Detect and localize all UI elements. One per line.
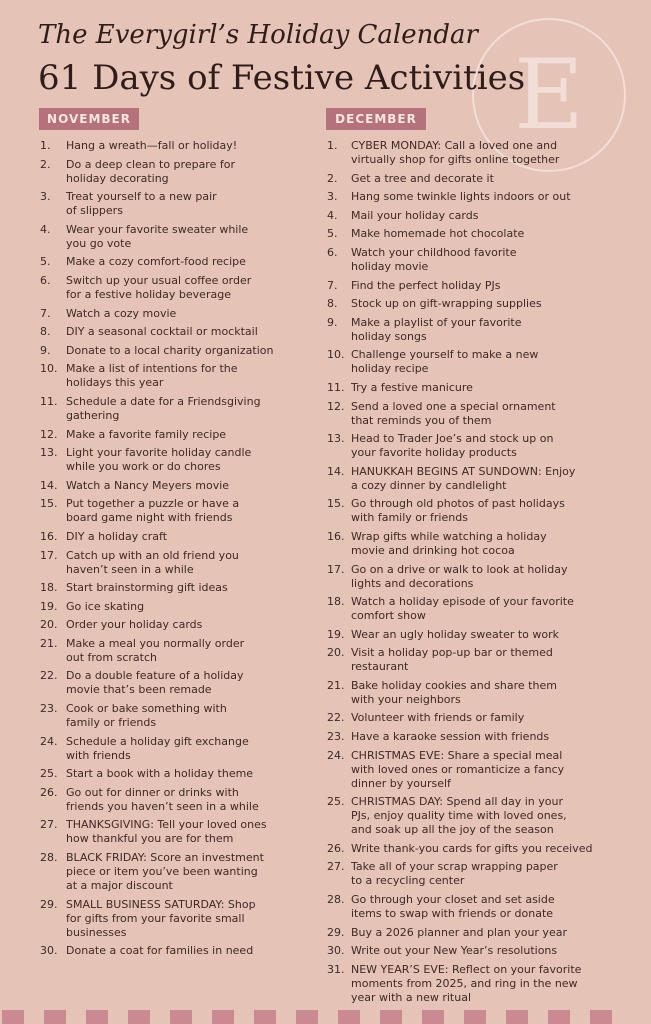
december-item [327,297,632,311]
item-text: Schedule a date for a Friendsgiving gathering [66,394,261,422]
november-item [40,767,310,781]
december-item [327,348,632,376]
december-item [327,795,632,837]
december-item [327,279,632,293]
november-item [40,274,310,302]
item-number: 3. [40,190,51,204]
item-text: Donate a coat for families in need [66,944,254,958]
november-item [40,190,310,218]
item-number: 22. [327,711,345,725]
footer-dash [464,1010,486,1024]
item-number: 7. [327,278,338,292]
item-text: Write out your New Year’s resolutions [351,944,558,958]
item-number: 3. [327,190,338,204]
item-text: SMALL BUSINESS SATURDAY: Shop for gifts from your favorite small businesses [66,897,256,939]
december-item [327,628,632,642]
item-text: Stock up on gift-wrapping supplies [351,297,542,311]
item-text: Start a book with a holiday theme [66,767,254,781]
item-number: 17. [327,562,345,576]
footer-dash [212,1010,234,1024]
item-text: Wrap gifts while watching a holiday movie and drinking hot cocoa [351,529,547,557]
item-text: Order your holiday cards [66,618,203,632]
november-item [40,530,310,544]
november-item [40,395,310,423]
item-text: Challenge yourself to make a new holiday recipe [351,348,539,376]
november-item [40,479,310,493]
item-number: 11. [40,394,58,408]
december-item [327,465,632,493]
item-text: Watch a holiday episode of your favorite comfort show [351,595,574,623]
item-text: HANUKKAH BEGINS AT SUNDOWN: Enjoy a cozy dinner by candlelight [351,464,576,492]
item-text: Make a favorite family recipe [66,427,227,441]
item-text: Wear an ugly holiday sweater to work [351,627,560,641]
item-text: Get a tree and decorate it [351,171,494,185]
item-text: Have a karaoke session with friends [351,730,550,744]
item-text: Go through old photos of past holidays with family or friends [351,497,565,525]
item-text: CHRISTMAS EVE: Share a special meal with loved ones or romanticize a fancy dinner by yourself [351,748,565,790]
item-text: BLACK FRIDAY: Score an investment piece or item you’ve been wanting at a major discount [66,851,264,893]
footer-dash [422,1010,444,1024]
item-text: Make homemade hot chocolate [351,227,525,241]
item-number: 14. [40,478,58,492]
item-number: 9. [40,343,51,357]
footer-dash [380,1010,402,1024]
item-text: THANKSGIVING: Tell your loved ones how thankful you are for them [66,818,267,846]
item-text: Go ice skating [66,599,145,613]
footer-dash [548,1010,570,1024]
november-item [40,600,310,614]
item-number: 21. [40,636,58,650]
december-item [327,190,632,204]
item-number: 8. [40,325,51,339]
december-item [327,563,632,591]
december-item [327,381,632,395]
item-text: Make a meal you normally order out from scratch [66,636,245,664]
november-item [40,549,310,577]
december-item [327,172,632,186]
item-number: 18. [40,581,58,595]
item-number: 10. [327,348,345,362]
item-number: 9. [327,315,338,329]
item-text: Take all of your scrap wrapping paper to a recycling center [351,860,558,888]
item-text: Visit a holiday pop-up bar or themed restaurant [351,646,553,674]
item-number: 19. [327,627,345,641]
november-item [40,898,310,940]
item-number: 13. [40,446,58,460]
item-number: 23. [40,702,58,716]
december-item [327,595,632,623]
item-number: 15. [40,497,58,511]
item-number: 2. [327,171,338,185]
item-text: Catch up with an old friend you haven’t seen in a while [66,548,239,576]
item-number: 10. [40,362,58,376]
december-item [327,432,632,460]
item-text: Wear your favorite sweater while you go vote [66,222,249,250]
november-item [40,139,310,153]
item-text: Watch your childhood favorite holiday movie [351,245,517,273]
december-item [327,963,632,1005]
december-list [327,139,632,1009]
item-text: CYBER MONDAY: Call a loved one and virtually shop for gifts online together [351,139,560,166]
item-number: 12. [40,427,58,441]
footer-dash [86,1010,108,1024]
november-item [40,446,310,474]
december-item [327,749,632,791]
item-text: Find the perfect holiday PJs [351,278,501,292]
item-text: Volunteer with friends or family [351,711,525,725]
item-text: Make a cozy comfort-food recipe [66,255,246,269]
item-number: 29. [40,897,58,911]
calendar-subtitle: 61 Days of Festive Activities [38,58,526,98]
item-text: Bake holiday cookies and share them with your neighbors [351,678,557,706]
december-item [327,679,632,707]
item-text: Watch a cozy movie [66,306,177,320]
item-number: 14. [327,464,345,478]
december-item [327,497,632,525]
november-item [40,223,310,251]
december-item [327,139,632,167]
item-text: Try a festive manicure [351,380,473,394]
item-text: Put together a puzzle or have a board game night with friends [66,497,240,525]
november-label: NOVEMBER [39,108,139,130]
item-text: Do a deep clean to prepare for holiday decorating [66,157,235,185]
december-item [327,227,632,241]
item-text: Go through your closet and set aside items to swap with friends or donate [351,893,555,921]
item-text: Buy a 2026 planner and plan your year [351,925,567,939]
item-text: Mail your holiday cards [351,208,479,222]
december-item [327,316,632,344]
footer-dash [170,1010,192,1024]
november-item [40,618,310,632]
item-number: 8. [327,297,338,311]
item-number: 20. [327,646,345,660]
footer-dash [506,1010,528,1024]
item-number: 5. [40,255,51,269]
item-text: DIY a holiday craft [66,529,168,543]
november-item [40,362,310,390]
footer-dash [590,1010,612,1024]
december-item [327,400,632,428]
item-number: 1. [327,139,338,152]
item-number: 6. [327,245,338,259]
item-number: 20. [40,618,58,632]
item-text: Go out for dinner or drinks with friends you haven’t seen in a while [66,785,259,813]
november-item [40,818,310,846]
item-number: 23. [327,730,345,744]
november-item [40,637,310,665]
item-number: 5. [327,227,338,241]
item-number: 16. [40,529,58,543]
item-text: CHRISTMAS DAY: Spend all day in your PJs, enjoy quality time with loved ones, and soak up all the joy of the season [351,795,567,837]
november-item [40,497,310,525]
item-number: 15. [327,497,345,511]
item-number: 18. [327,595,345,609]
item-number: 29. [327,925,345,939]
item-number: 26. [327,841,345,855]
november-list [40,139,310,963]
november-item [40,669,310,697]
item-text: Switch up your usual coffee order for a festive holiday beverage [66,273,252,301]
brand-logo-letter: E [513,39,585,151]
december-item [327,893,632,921]
item-text: Send a loved one a special ornament that reminds you of them [351,399,556,427]
item-number: 12. [327,399,345,413]
item-number: 30. [40,944,58,958]
november-item [40,735,310,763]
item-number: 2. [40,157,51,171]
november-item [40,581,310,595]
item-number: 26. [40,785,58,799]
item-text: Head to Trader Joe’s and stock up on your favorite holiday products [351,432,554,460]
item-text: DIY a seasonal cocktail or mocktail [66,325,258,339]
item-text: Start brainstorming gift ideas [66,581,228,595]
item-number: 11. [327,380,345,394]
december-item [327,944,632,958]
item-number: 25. [40,767,58,781]
item-number: 16. [327,529,345,543]
footer-dash [2,1010,24,1024]
item-text: NEW YEAR’S EVE: Reflect on your favorite moments from 2025, and ring in the new year with a new ritual [351,962,582,1004]
item-number: 1. [40,139,51,152]
december-item [327,209,632,223]
november-item [40,428,310,442]
item-number: 30. [327,944,345,958]
item-number: 27. [327,860,345,874]
item-number: 24. [40,734,58,748]
november-item [40,158,310,186]
december-item [327,860,632,888]
december-item [327,246,632,274]
item-number: 17. [40,548,58,562]
december-item [327,926,632,940]
december-item [327,730,632,744]
item-text: Schedule a holiday gift exchange with friends [66,734,249,762]
item-number: 4. [327,208,338,222]
item-number: 28. [40,851,58,865]
december-label: DECEMBER [326,108,426,130]
item-text: Write thank-you cards for gifts you received [351,841,593,855]
december-item [327,530,632,558]
item-number: 27. [40,818,58,832]
calendar-title: The Everygirl’s Holiday Calendar [38,20,478,50]
item-number: 13. [327,432,345,446]
november-item [40,307,310,321]
item-number: 6. [40,273,51,287]
item-text: Make a playlist of your favorite holiday songs [351,315,522,343]
item-number: 31. [327,962,345,976]
footer-dash-border [0,1010,651,1024]
item-text: Treat yourself to a new pair of slippers [66,190,217,218]
december-item [327,711,632,725]
item-number: 22. [40,669,58,683]
item-text: Hang some twinkle lights indoors or out [351,190,571,204]
item-text: Light your favorite holiday candle while you work or do chores [66,446,252,474]
item-text: Donate to a local charity organization [66,343,274,357]
november-item [40,786,310,814]
item-text: Do a double feature of a holiday movie that’s been remade [66,669,244,697]
item-text: Hang a wreath—fall or holiday! [66,139,238,152]
item-text: Cook or bake something with family or friends [66,702,227,730]
november-item [40,702,310,730]
footer-dash [296,1010,318,1024]
item-number: 28. [327,893,345,907]
item-number: 25. [327,795,345,809]
item-text: Go on a drive or walk to look at holiday lights and decorations [351,562,568,590]
footer-dash [338,1010,360,1024]
footer-dash [254,1010,276,1024]
item-number: 24. [327,748,345,762]
december-item [327,842,632,856]
december-item [327,646,632,674]
november-item [40,255,310,269]
item-number: 21. [327,678,345,692]
item-text: Make a list of intentions for the holidays this year [66,362,238,390]
november-item [40,325,310,339]
november-item [40,344,310,358]
item-number: 4. [40,222,51,236]
item-number: 7. [40,306,51,320]
item-number: 19. [40,599,58,613]
footer-dash [128,1010,150,1024]
november-item [40,944,310,958]
november-item [40,851,310,893]
footer-dash [44,1010,66,1024]
item-text: Watch a Nancy Meyers movie [66,478,230,492]
